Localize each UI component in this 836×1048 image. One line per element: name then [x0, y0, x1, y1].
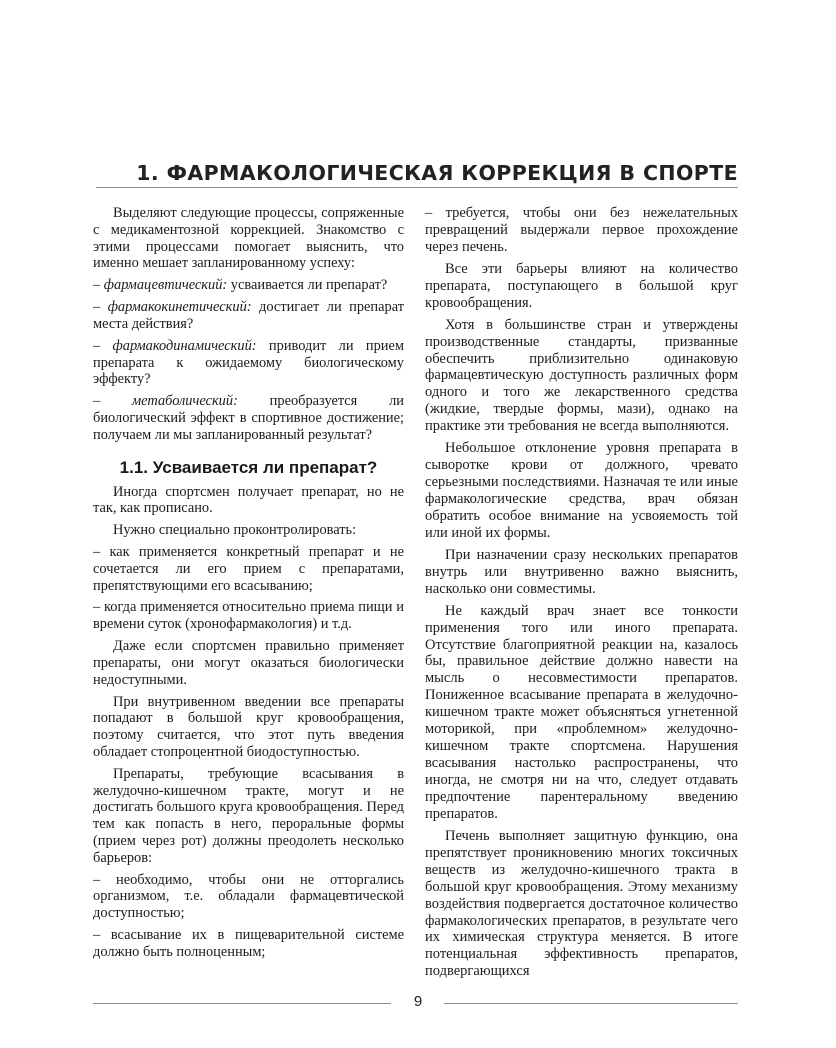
section-heading: 1.1. Усваивается ли препарат?	[119, 457, 378, 477]
chapter-title: 1. ФАРМАКОЛОГИЧЕСКАЯ КОРРЕКЦИЯ В СПОРТЕ	[136, 161, 738, 185]
barrier-list-item: – необходимо, чтобы они не отторгались организмом, т.е. обладали фармацевтической доступностью;	[93, 871, 404, 922]
process-item	[93, 299, 404, 333]
process-term: – фармакокинетический:	[93, 299, 252, 316]
barrier-list-item: – всасывание их в пищеварительной системе должно быть полноценным;	[93, 927, 404, 960]
body-paragraph: Печень выполняет защитную функцию, она препятствует проникновению многих токсичных веществ из желудочно-кишечного тракта в большой круг кровообращения. Этому механизму воздействия подвергается достаточное количество фармакологических препаратов, в результате чего их химическая структура меняется. В итоге потенциальная эффективность препаратов, подвергающихся	[425, 827, 738, 980]
body-paragraph: Все эти барьеры влияют на количество препарата, поступающего в большой круг кровообращения.	[425, 260, 738, 311]
process-text: усваивается ли препарат?	[227, 277, 388, 294]
process-text: приводит ли прием препарата к ожидаемому биологическому эффекту?	[93, 337, 404, 388]
body-paragraph: При внутривенном введении все препараты попадают в большой круг кровообращения, поэтому считается, что этот путь введения обладает стопроцентной биодоступностью.	[93, 693, 404, 760]
right-column	[425, 205, 738, 985]
process-term: – метаболический:	[93, 393, 238, 410]
body-paragraph: Не каждый врач знает все тонкости применения того или иного препарата. Отсутствие благоприятной реакции на, казалось бы, правильное действие должно навести на мысль о несовместимости препаратов. Пониженное всасывание препарата в желудочно-кишечном тракте может объясняться угнетенной моторикой, при «проблемном» желудочно-кишечном тракте спортсмена. Нарушения всасывания настолько распространены, что иногда, не смотря ни на что, следует отдавать предпочтение парентеральному введению препаратов.	[425, 602, 738, 822]
page-number: 9	[413, 993, 423, 1010]
body-paragraph: Препараты, требующие всасывания в желудочно-кишечном тракте, могут и не достигать большого круга кровообращения. Перед тем как попасть в него, пероральные формы (прием через рот) должны преодолеть несколько барьеров:	[93, 765, 404, 866]
barrier-list-item: – требуется, чтобы они без нежелательных превращений выдержали первое прохождение через печень.	[425, 205, 738, 255]
body-paragraph: Хотя в большинстве стран и утверждены производственные стандарты, призванные обеспечить приблизительно одинаковую фармацевтическую доступность различных форм одного и того же лекарственного средства (жидкие, твердые формы, мази), однако на практике эти требования не всегда выполняются.	[425, 316, 738, 435]
process-term: – фармацевтический:	[93, 277, 228, 294]
control-list-item: – когда применяется относительно приема пищи и времени суток (хронофармакология) и т.д.	[93, 599, 404, 633]
process-item	[93, 338, 404, 388]
body-paragraph: Иногда спортсмен получает препарат, но не так, как прописано.	[93, 483, 404, 517]
footer-divider-left	[93, 1003, 391, 1004]
process-item	[93, 393, 404, 443]
body-paragraph: Нужно специально проконтролировать:	[113, 522, 357, 539]
process-term: – фармакодинамический:	[93, 337, 257, 354]
process-text: преобразуется ли биологический эффект в спортивное достижение; получаем ли мы запланированный результат?	[93, 393, 404, 443]
footer-divider-right	[444, 1003, 738, 1004]
intro-paragraph: Выделяют следующие процессы, сопряженные с медикаментозной коррекцией. Знакомство с этими процессами помогает выяснить, что именно мешает запланированному успеху:	[93, 205, 404, 272]
body-paragraph: Даже если спортсмен правильно применяет препараты, они могут оказаться биологически недоступными.	[93, 638, 404, 688]
title-divider	[96, 187, 738, 188]
body-paragraph: При назначении сразу нескольких препаратов внутрь или внутривенно важно выяснить, насколько они совместимы.	[425, 546, 738, 597]
left-column	[93, 205, 404, 966]
control-list-item: – как применяется конкретный препарат и не сочетается ли его прием с препаратами, препятствующими его всасыванию;	[93, 544, 404, 594]
body-paragraph: Небольшое отклонение уровня препарата в сыворотке крови от должного, чревато серьезными последствиями. Назначая те или иные фармакологические средства, врач обязан обратить особое внимание на усвояемость той или иной их формы.	[425, 440, 738, 541]
process-text: достигает ли препарат места действия?	[93, 299, 405, 332]
process-item	[93, 277, 404, 294]
